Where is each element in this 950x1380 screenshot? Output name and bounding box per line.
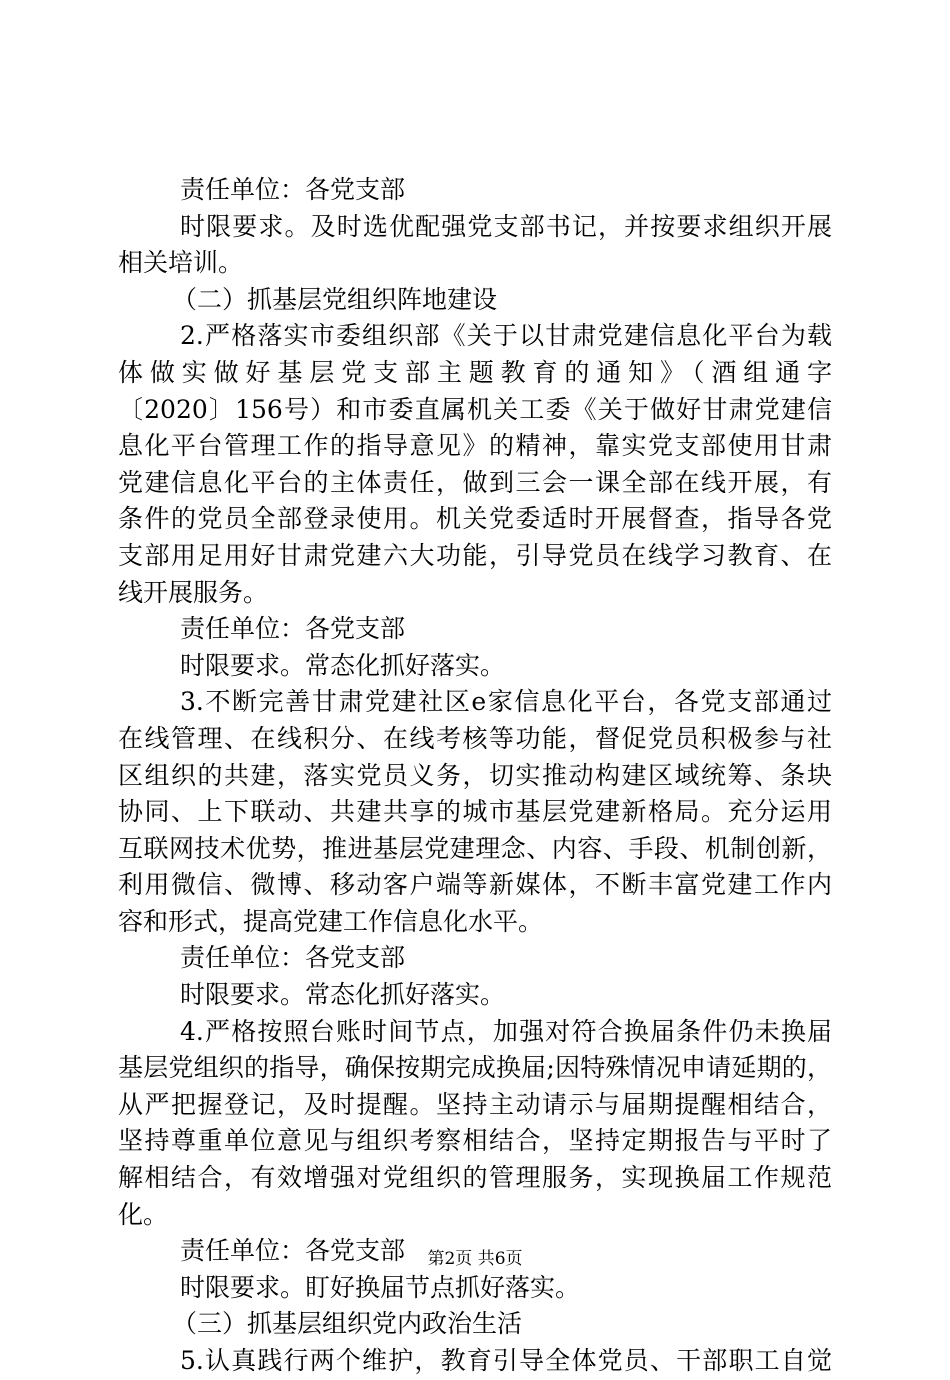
text-line: 在线管理、在线积分、在线考核等功能，督促党员积极参与社 — [118, 723, 832, 753]
text-line: 时限要求。及时选优配强党支部书记，并按要求组织开展 — [180, 211, 832, 241]
text-line: 互联网技术优势，推进基层党建理念、内容、手段、机制创新， — [118, 833, 832, 863]
text-line: 责任单位：各党支部 — [180, 614, 406, 644]
text-line: 协同、上下联动、共建共享的城市基层党建新格局。充分运用 — [118, 797, 832, 827]
text-line: 时限要求。常态化抓好落实。 — [180, 650, 506, 680]
text-line: 条件的党员全部登录使用。机关党委适时开展督查，指导各党 — [118, 504, 832, 534]
text-line: 责任单位：各党支部 — [180, 1236, 406, 1266]
text-line: 解相结合，有效增强对党组织的管理服务，实现换届工作规范 — [118, 1163, 832, 1193]
text-line: 基层党组织的指导，确保按期完成换届;因特殊情况申请延期的， — [118, 1053, 832, 1083]
text-line: 3.不断完善甘肃党建社区e家信息化平台，各党支部通过 — [180, 687, 832, 717]
page-footer — [0, 1244, 950, 1269]
text-line: 体做实做好基层党支部主题教育的通知》（酒组通字 — [118, 357, 832, 387]
text-line: 坚持尊重单位意见与组织考察相结合，坚持定期报告与平时了 — [118, 1126, 832, 1156]
text-line: 化。 — [118, 1199, 169, 1229]
text-line: 2.严格落实市委组织部《关于以甘肃党建信息化平台为载 — [180, 321, 832, 351]
text-line: 相关培训。 — [118, 248, 244, 278]
text-line: 线开展服务。 — [118, 577, 269, 607]
text-line: 支部用足用好甘肃党建六大功能，引导党员在线学习教育、在 — [118, 540, 832, 570]
text-line: 利用微信、微博、移动客户端等新媒体，不断丰富党建工作内 — [118, 870, 832, 900]
page-number: 第2页 共6页 — [427, 1249, 523, 1269]
text-line: 从严把握登记，及时提醒。坚持主动请示与届期提醒相结合， — [118, 1089, 832, 1119]
text-line: 容和形式，提高党建工作信息化水平。 — [118, 906, 544, 936]
section-heading: （二）抓基层党组织阵地建设 — [172, 284, 498, 314]
text-line: 息化平台管理工作的指导意见》的精神，靠实党支部使用甘肃 — [118, 431, 832, 461]
text-line: 〔2020〕156号）和市委直属机关工委《关于做好甘肃党建信 — [118, 394, 832, 424]
text-line: 4.严格按照台账时间节点，加强对符合换届条件仍未换届 — [180, 1016, 832, 1046]
text-line: 时限要求。盯好换届节点抓好落实。 — [180, 1272, 581, 1302]
text-line: 党建信息化平台的主体责任，做到三会一课全部在线开展，有 — [118, 467, 832, 497]
text-line: 区组织的共建，落实党员义务，切实推动构建区域统筹、条块 — [118, 760, 832, 790]
document-body — [118, 172, 832, 1380]
text-line: 责任单位：各党支部 — [180, 175, 406, 204]
text-line: 时限要求。常态化抓好落实。 — [180, 980, 506, 1010]
section-heading: （三）抓基层组织党内政治生活 — [172, 1309, 523, 1339]
text-line: 5.认真践行两个维护，教育引导全体党员、干部职工自觉 — [180, 1346, 832, 1375]
text-line: 责任单位：各党支部 — [180, 943, 406, 973]
